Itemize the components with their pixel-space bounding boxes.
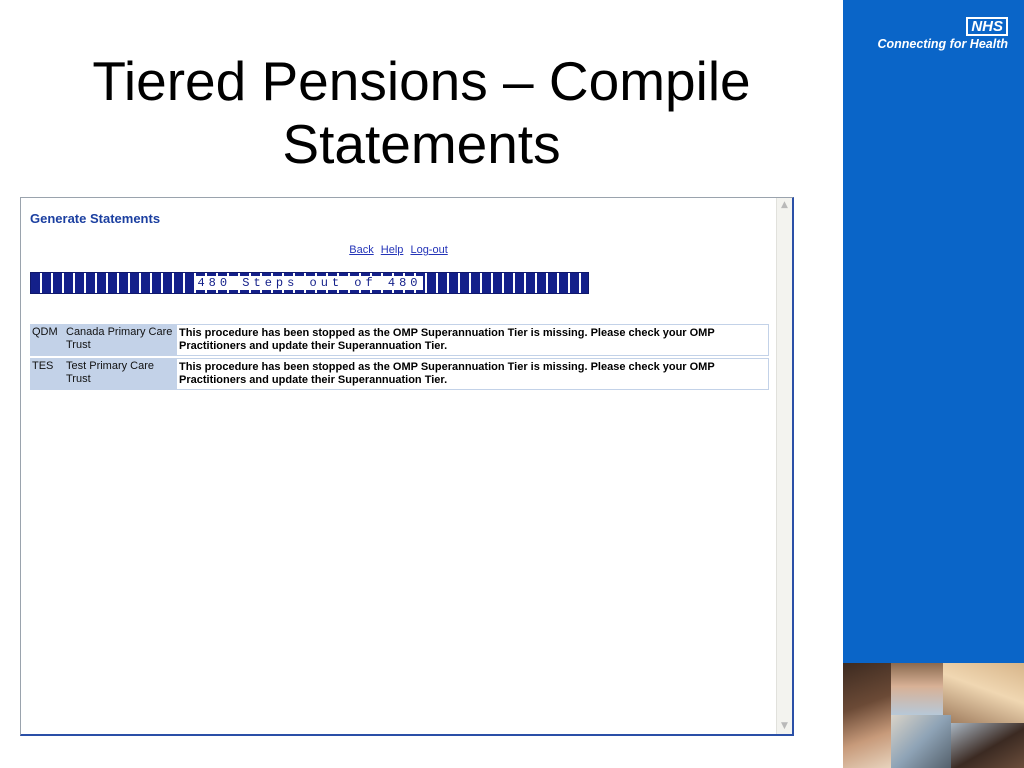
progress-text: 480 Steps out of 480 bbox=[197, 276, 422, 290]
photo-collage bbox=[843, 663, 1024, 768]
nhs-tagline: Connecting for Health bbox=[877, 37, 1008, 51]
td-message: This procedure has been stopped as the OMP Superannuation Tier is missing. Please check your OMP Practitioners and update their Superannuation Tier. bbox=[176, 324, 769, 356]
vertical-scrollbar[interactable] bbox=[776, 198, 792, 734]
collage-photo-woman-smiling bbox=[843, 663, 891, 768]
scroll-down-arrow-icon[interactable]: ▼ bbox=[781, 721, 788, 731]
scroll-up-arrow-icon[interactable]: ▲ bbox=[781, 200, 788, 210]
table-row bbox=[30, 324, 769, 356]
td-trust: Test Primary Care Trust bbox=[64, 358, 176, 390]
progress-bar bbox=[30, 272, 589, 294]
progress-text-container bbox=[31, 273, 588, 293]
collage-photo-man-dark bbox=[951, 723, 1024, 768]
results-table bbox=[30, 322, 769, 392]
slide-title-line-2: Statements bbox=[282, 113, 561, 175]
page-heading: Generate Statements bbox=[30, 211, 161, 226]
help-link[interactable]: Help bbox=[380, 244, 404, 256]
slide-title bbox=[0, 50, 843, 176]
nhs-sidebar bbox=[843, 0, 1024, 768]
table-row bbox=[30, 358, 769, 390]
td-code: TES bbox=[30, 358, 64, 390]
logout-link[interactable]: Log-out bbox=[410, 244, 448, 256]
slide-title-line-1: Tiered Pensions – Compile bbox=[92, 50, 751, 112]
nhs-logo: NHS bbox=[966, 17, 1008, 36]
collage-photo-woman-blonde bbox=[943, 663, 1024, 723]
td-message: This procedure has been stopped as the OMP Superannuation Tier is missing. Please check your OMP Practitioners and update their Superannuation Tier. bbox=[176, 358, 769, 390]
back-link[interactable]: Back bbox=[349, 244, 374, 256]
nav-links bbox=[21, 244, 776, 256]
td-code: QDM bbox=[30, 324, 64, 356]
embedded-app-window bbox=[20, 197, 794, 736]
collage-photo-workers bbox=[891, 715, 951, 768]
collage-photo-man-glasses bbox=[891, 663, 943, 715]
td-trust: Canada Primary Care Trust bbox=[64, 324, 176, 356]
